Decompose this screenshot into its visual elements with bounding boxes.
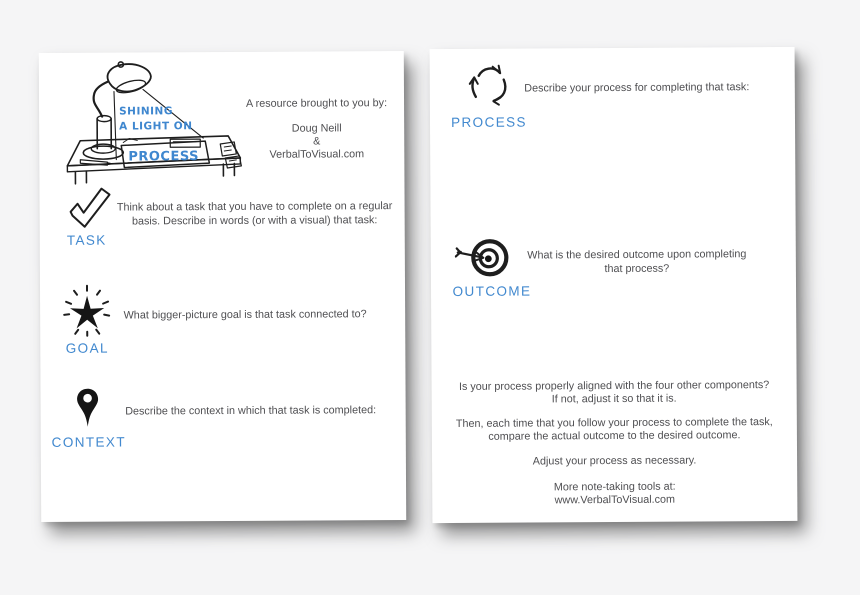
footer-paragraph-more-tools [432,480,797,507]
footer-paragraph-alignment [432,379,797,406]
prompt-line: Describe the context in which that task is completed: [125,404,377,418]
desk-lamp-illustration [55,60,256,191]
worksheet-page-right [430,47,798,523]
beam-text-line1: SHINING [119,105,173,118]
prompt-line: Describe your process for completing that task: [524,81,750,95]
process-label: PROCESS [451,114,527,130]
byline-ampersand: & [313,135,321,148]
footer-line: Then, each time that you follow your process to complete the task, [455,416,773,430]
worksheet-page-left [39,51,406,522]
byline-intro: A resource brought to you by: [245,97,388,110]
byline [229,97,404,162]
footer-paragraph-compare [432,416,797,443]
prompt-line: that process? [604,262,670,276]
footer-line: If not, adjust it so that it is. [551,392,677,405]
paper-word: PROCESS [128,149,200,165]
footer-paragraph-adjust [432,454,797,469]
process-prompt [467,80,807,96]
footer-line: More note-taking tools at: [553,480,676,494]
prompt-line: Think about a task that you have to complete on a regular [116,200,393,214]
footer-line: compare the actual outcome to the desired outcome. [488,428,741,443]
beam-text-line2: A LIGHT ON [119,120,193,133]
footer-line: Is your process properly aligned with the four other components? [458,379,770,393]
task-label: TASK [66,232,107,248]
context-prompt [81,403,421,419]
footer-line: Adjust your process as necessary. [532,454,697,468]
site-name: VerbalToVisual.com [269,148,365,161]
task-prompt [85,199,425,229]
author-name: Doug Neill [291,122,342,135]
footer-site-url: www.VerbalToVisual.com [554,493,676,506]
prompt-line: What is the desired outcome upon completing [527,248,747,262]
context-label: CONTEXT [51,434,127,450]
outcome-label: OUTCOME [452,283,532,299]
prompt-line: basis. Describe in words (or with a visual) that task: [131,214,378,228]
goal-label: GOAL [65,340,109,356]
goal-prompt [75,307,415,323]
prompt-line: What bigger-picture goal is that task connected to? [123,308,367,322]
outcome-prompt [467,247,807,277]
lamp-shade [107,64,150,92]
